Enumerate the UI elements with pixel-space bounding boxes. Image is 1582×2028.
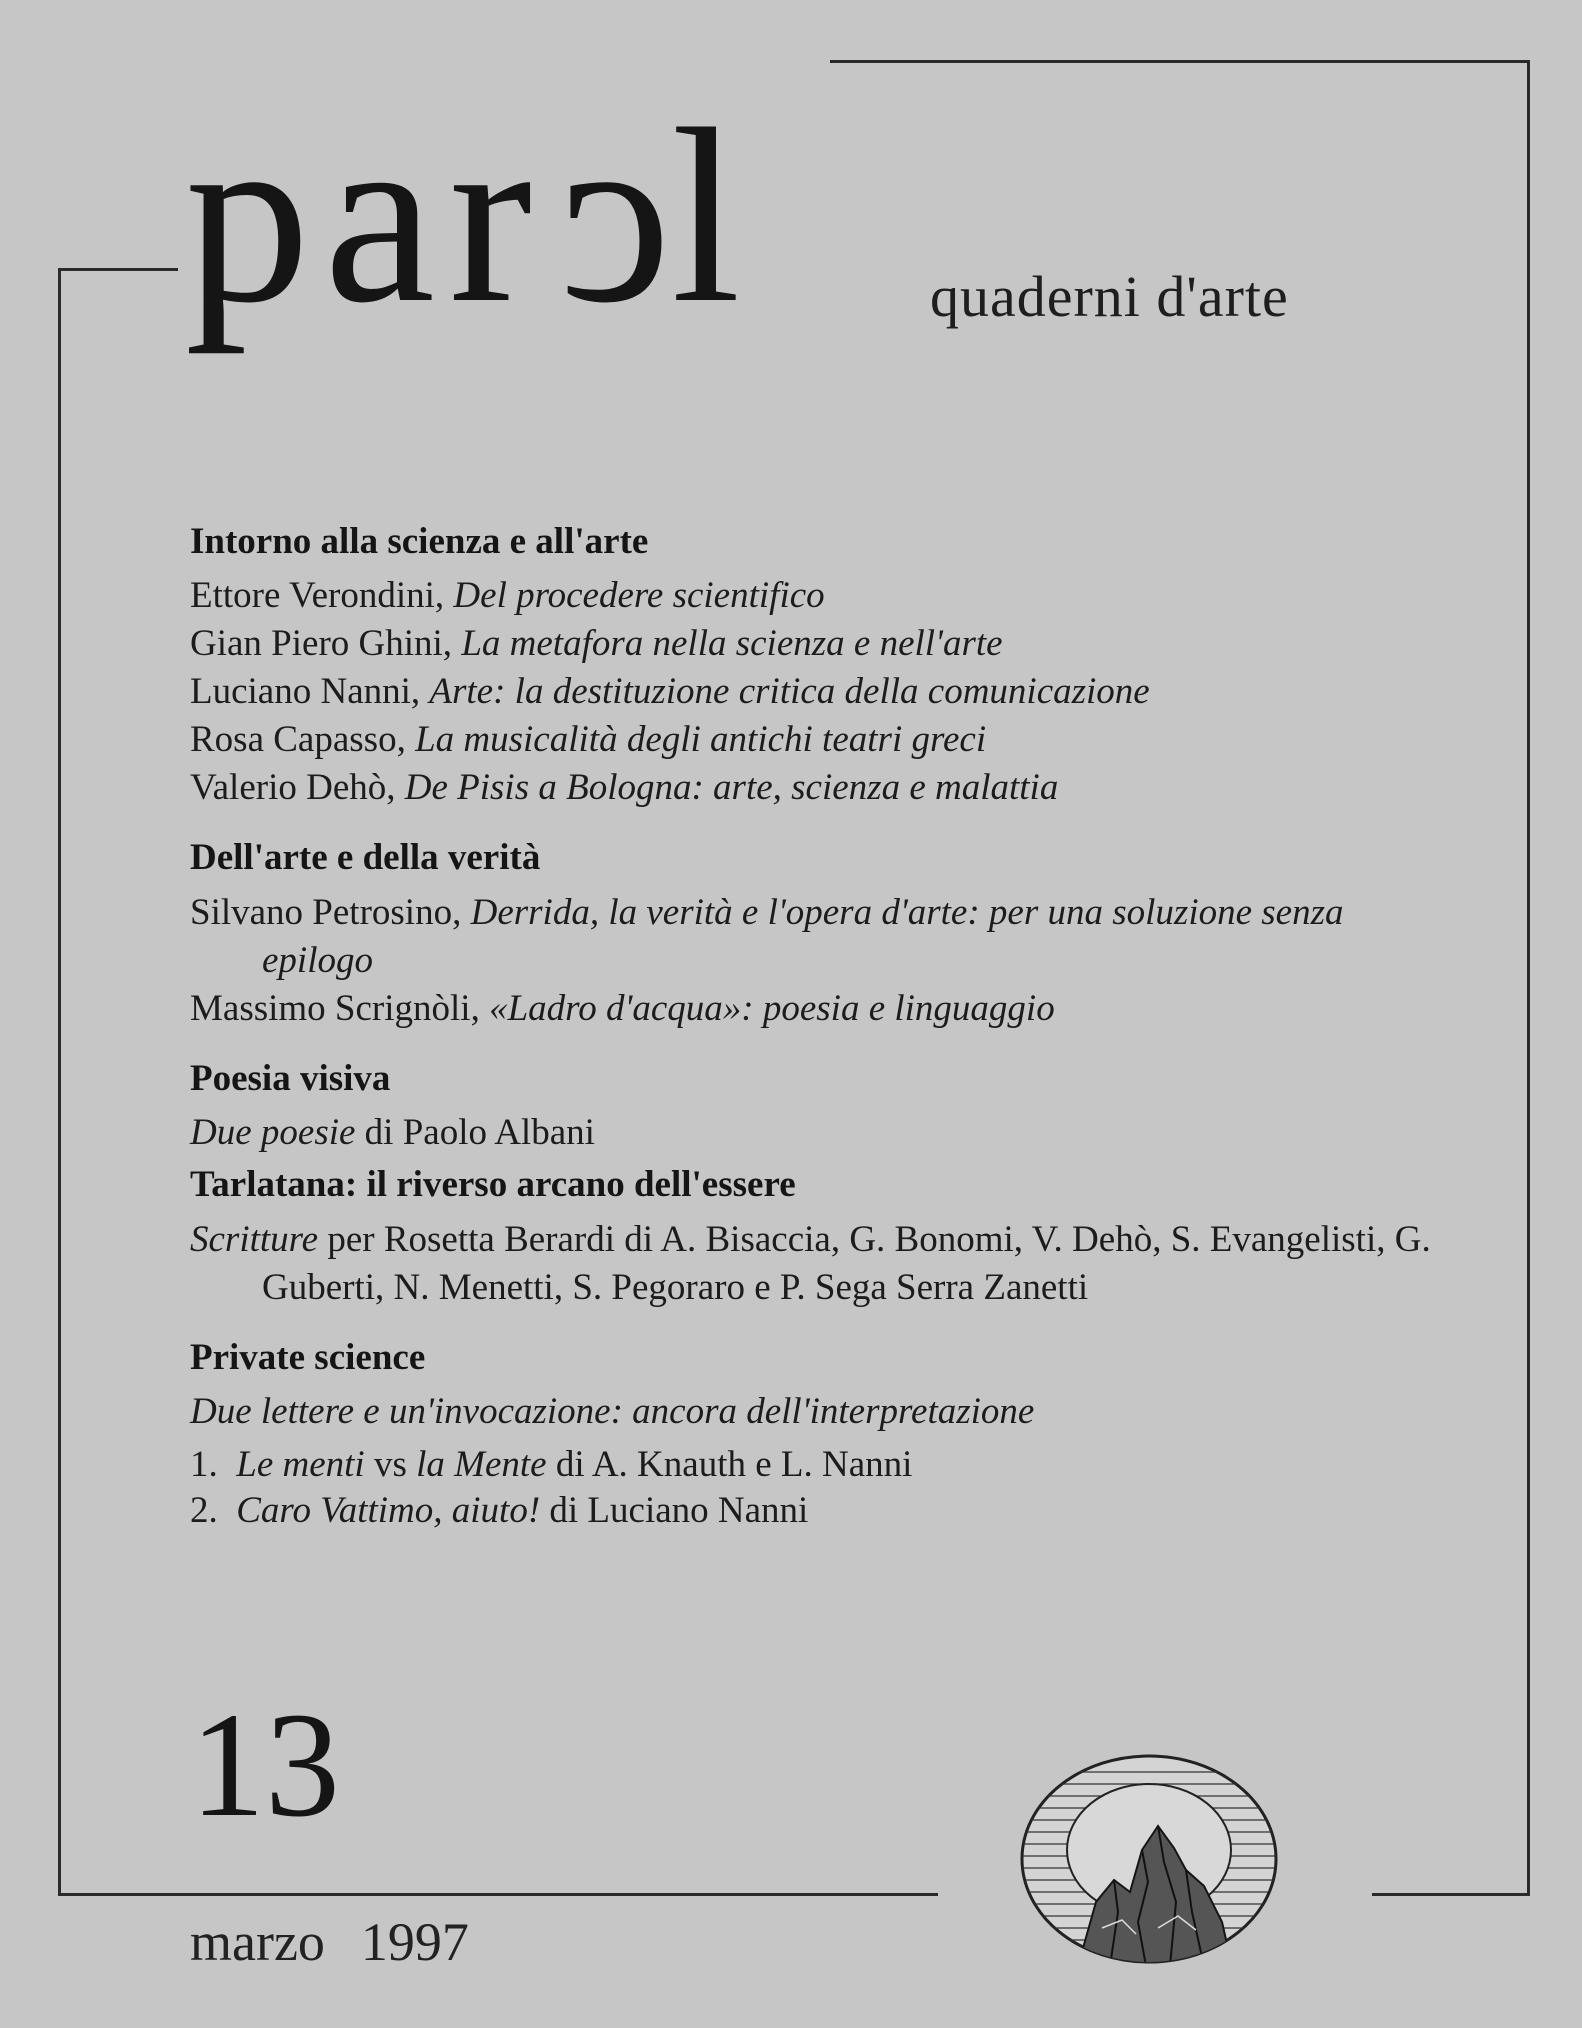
item-authors: di Luciano Nanni <box>540 1489 809 1531</box>
entry-title: Derrida, la verità e l'opera d'arte: per una soluzione senza epilogo <box>262 891 1344 981</box>
item-vs: vs <box>364 1443 417 1485</box>
section-title: Dell'arte e della verità <box>190 837 541 879</box>
masthead-subtitle: quaderni d'arte <box>930 264 1289 329</box>
logo-letters: par <box>185 78 547 355</box>
frame-left-tick <box>58 268 178 271</box>
entry-author: Ettore Verondini, <box>190 575 454 617</box>
logo-reversed-letter: c <box>546 78 672 355</box>
section-poesia-visiva <box>190 1057 1440 1157</box>
toc-entry <box>190 985 1440 1033</box>
mountain-seal-icon <box>1018 1752 1280 1966</box>
issue-year: 1997 <box>360 1912 469 1972</box>
table-of-contents <box>190 520 1440 1558</box>
section-tarlatana <box>190 1163 1440 1311</box>
entry-title: Scritture <box>190 1218 319 1260</box>
issue-number: 13 <box>190 1682 340 1848</box>
toc-entry <box>190 764 1440 812</box>
entry-title: La musicalità degli antichi teatri greci <box>415 719 987 761</box>
entry-author: Valerio Dehò, <box>190 767 405 809</box>
entry-author: Rosa Capasso, <box>190 719 416 761</box>
entry-authors: per Rosetta Berardi di A. Bisaccia, G. Bonomi, V. Dehò, S. Evangelisti, G. Guberti, N. Menetti, S. Pegoraro e P. Sega Serra Zanetti <box>262 1218 1431 1308</box>
item-title-b: la Mente <box>416 1443 547 1485</box>
numbered-item <box>190 1442 1440 1488</box>
entry-author: di Paolo Albani <box>355 1112 595 1154</box>
section-title: Tarlatana: il riverso arcano dell'essere <box>190 1164 796 1206</box>
section-title: Private science <box>190 1336 426 1378</box>
section-subtitle: Due lettere e un'invocazione: ancora dell'interpretazione <box>190 1390 1035 1432</box>
toc-entry <box>190 716 1440 764</box>
item-number: 1. <box>190 1443 218 1485</box>
section-arte-verita <box>190 836 1440 1032</box>
toc-entry <box>190 572 1440 620</box>
entry-title: Del procedere scientifico <box>453 575 825 617</box>
frame-left-line <box>58 268 61 1896</box>
item-authors: di A. Knauth e L. Nanni <box>546 1443 913 1485</box>
entry-author: Gian Piero Ghini, <box>190 623 462 665</box>
entry-title: Arte: la destituzione critica della comunicazione <box>429 671 1150 713</box>
entry-author: Luciano Nanni, <box>190 671 430 713</box>
entry-title: «Ladro d'acqua»: poesia e linguaggio <box>489 987 1055 1029</box>
logo-tail-letter: l <box>671 78 755 355</box>
frame-right-line <box>1527 60 1530 1895</box>
section-title: Poesia visiva <box>190 1057 391 1099</box>
issue-month: marzo <box>190 1912 325 1972</box>
toc-entry <box>190 620 1440 668</box>
section-private-science <box>190 1336 1440 1534</box>
entry-author: Silvano Petrosino, <box>190 891 471 933</box>
toc-entry <box>190 1109 1440 1157</box>
toc-entry <box>190 1216 1440 1312</box>
entry-title: De Pisis a Bologna: arte, scienza e malattia <box>404 767 1059 809</box>
toc-entry <box>190 668 1440 716</box>
issue-date <box>190 1912 469 1972</box>
frame-bottom-line-left <box>58 1893 938 1896</box>
entry-author: Massimo Scrignòli, <box>190 987 490 1029</box>
section-scienza-arte <box>190 520 1440 812</box>
item-title-a: Caro Vattimo, aiuto! <box>236 1489 541 1531</box>
item-number: 2. <box>190 1489 218 1531</box>
toc-entry <box>190 889 1440 985</box>
numbered-item <box>190 1488 1440 1534</box>
item-title-a: Le menti <box>236 1443 365 1485</box>
entry-title: Due poesie <box>190 1112 356 1154</box>
frame-top-line <box>830 60 1530 63</box>
frame-bottom-line-right <box>1372 1893 1530 1896</box>
section-title: Intorno alla scienza e all'arte <box>190 521 649 562</box>
entry-title: La metafora nella scienza e nell'arte <box>461 623 1003 665</box>
